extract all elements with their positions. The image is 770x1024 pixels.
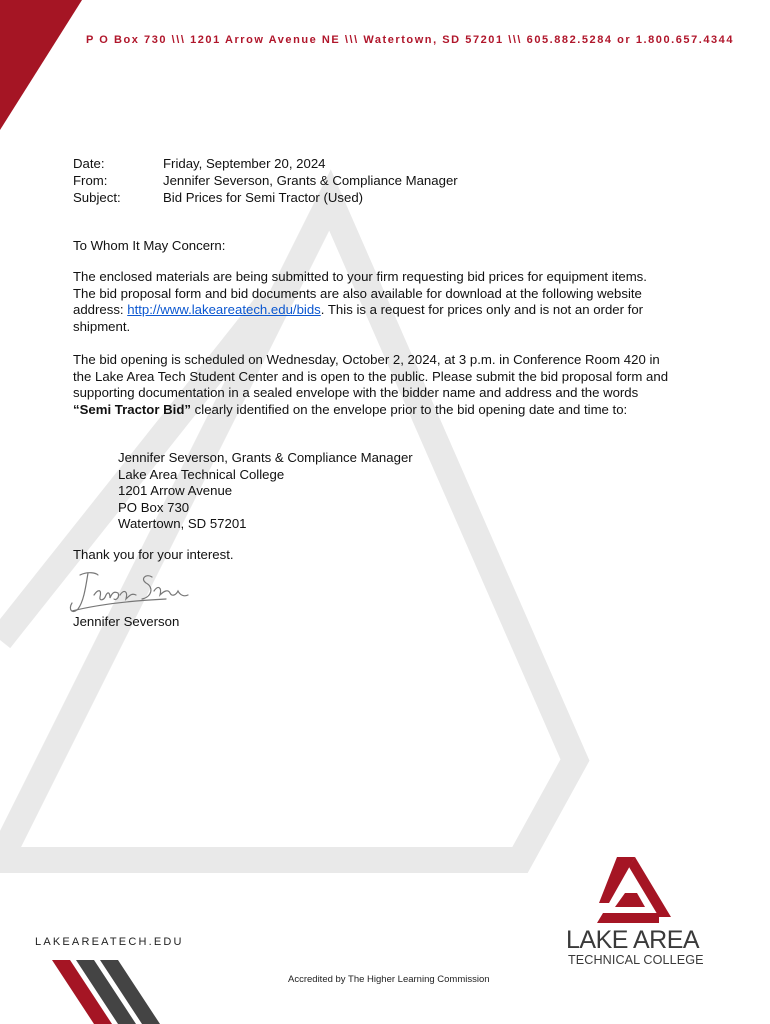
paragraph-request xyxy=(73,269,673,335)
bids-link[interactable]: http://www.lakeareatech.edu/bids xyxy=(127,302,321,318)
signer-name: Jennifer Severson xyxy=(73,614,180,629)
logo-text-lake-area: LAKE AREA xyxy=(566,926,700,954)
from-value: Jennifer Severson, Grants & Compliance Manager xyxy=(163,173,458,188)
address-line: Watertown, SD 57201 xyxy=(118,516,247,532)
address-line: PO Box 730 xyxy=(118,499,190,515)
accreditation-note: Accredited by The Higher Learning Commission xyxy=(288,974,490,985)
memo-date-row xyxy=(73,155,458,172)
closing: Thank you for your interest. xyxy=(73,547,234,562)
greeting: To Whom It May Concern: xyxy=(73,238,226,253)
memo-header xyxy=(73,155,458,206)
subject-label: Subject: xyxy=(73,190,121,205)
logo-text-technical-college: TECHNICAL COLLEGE xyxy=(568,953,704,967)
college-website: LAKEAREATECH.EDU xyxy=(35,936,184,948)
memo-from-row xyxy=(73,172,458,189)
semi-tractor-bid-label: “Semi Tractor Bid” xyxy=(73,401,191,417)
address-line: 1201 Arrow Avenue xyxy=(118,483,233,499)
letterhead-address: P O Box 730 \\\ 1201 Arrow Avenue NE \\\ Watertown, SD 57201 \\\ 605.882.5284 or 1.800.657.4344 xyxy=(86,34,735,46)
para1-text: The enclosed materials are being submitted to your firm requesting bid prices for equipment items. The bid proposal form and bid documents are also available for download at the following website address: xyxy=(73,269,647,318)
from-label: From: xyxy=(73,173,108,188)
para2-text-end: clearly identified on the envelope prior to the bid opening date and time to: xyxy=(191,401,628,417)
address-line: Jennifer Severson, Grants & Compliance Manager xyxy=(118,450,413,465)
college-logo-mark xyxy=(595,855,675,925)
address-line: Lake Area Technical College xyxy=(118,466,285,482)
memo-subject-row xyxy=(73,189,458,206)
corner-accent xyxy=(0,0,90,135)
mailing-address xyxy=(118,450,413,533)
date-value: Friday, September 20, 2024 xyxy=(163,156,326,171)
footer-stripes xyxy=(48,960,178,1024)
date-label: Date: xyxy=(73,156,105,171)
para1-text-end: . This is a request for prices only and is not an order for shipment. xyxy=(73,302,644,334)
subject-value: Bid Prices for Semi Tractor (Used) xyxy=(163,190,364,205)
para2-text: The bid opening is scheduled on Wednesday, October 2, 2024, at 3 p.m. in Conference Room 420 in the Lake Area Tech Student Center and is open to the public. Please submit the bid proposal form and supporting documentation in a sealed envelope with the bidder name and address and the words xyxy=(73,352,669,401)
paragraph-bid-opening xyxy=(73,352,673,418)
handwritten-signature xyxy=(66,565,191,620)
